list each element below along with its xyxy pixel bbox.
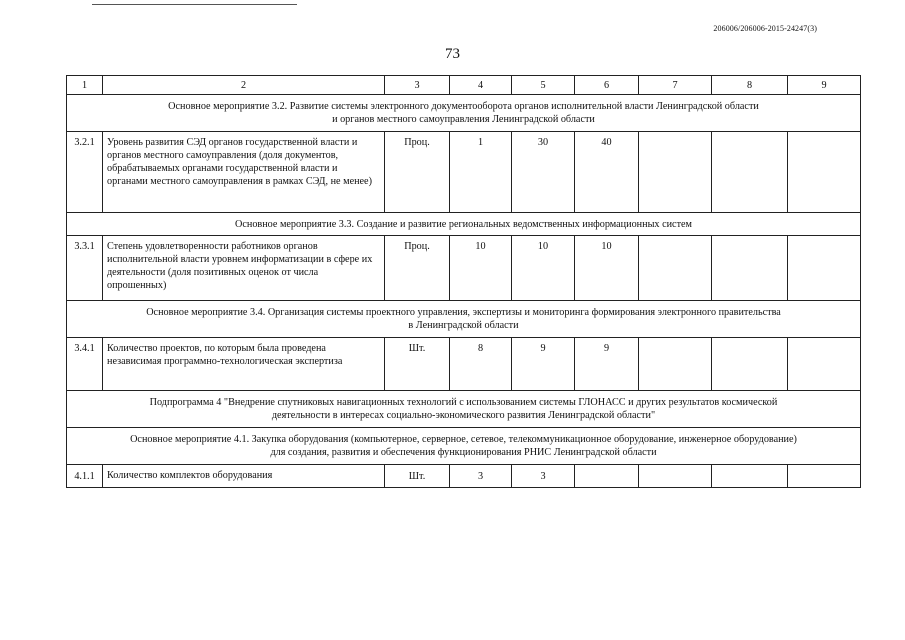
section-title: Основное мероприятие 3.4. Организация системы проектного управления, экспертизы и мониторинга формирования электронного правительства в Ленинградской области: [67, 301, 861, 338]
value-col-4: 1: [450, 132, 512, 213]
value-col-4: 3: [450, 465, 512, 488]
value-col-5: 3: [512, 465, 575, 488]
value-col-9: [788, 132, 861, 213]
col-number-6: 6: [575, 76, 639, 95]
indicator-description: Количество комплектов оборудования: [103, 465, 385, 488]
indicator-unit: Шт.: [385, 338, 450, 391]
value-col-7: [639, 236, 712, 301]
value-col-9: [788, 338, 861, 391]
value-col-5: 30: [512, 132, 575, 213]
indicator-description: Степень удовлетворенности работников органов исполнительной власти уровнем информатизации в сфере их деятельности (доля позитивных оценок от числа опрошенных): [103, 236, 385, 301]
section-row: [67, 95, 861, 132]
col-number-2: 2: [103, 76, 385, 95]
section-row: [67, 301, 861, 338]
value-col-4: 10: [450, 236, 512, 301]
col-number-5: 5: [512, 76, 575, 95]
indicator-description: Количество проектов, по которым была проведена независимая программно-технологическая экспертиза: [103, 338, 385, 391]
section-title: Основное мероприятие 4.1. Закупка оборудования (компьютерное, серверное, сетевое, телекоммуникационное оборудование, инженерное оборудование) для создания, развития и обеспечения функционирования РНИС Ленинградской области: [67, 428, 861, 465]
col-number-7: 7: [639, 76, 712, 95]
indicator-unit: Шт.: [385, 465, 450, 488]
indicator-number: 3.3.1: [67, 236, 103, 301]
value-col-5: 9: [512, 338, 575, 391]
indicators-table: [66, 75, 861, 488]
value-col-6: 10: [575, 236, 639, 301]
indicator-number: 3.2.1: [67, 132, 103, 213]
document-id: 206006/206006-2015-24247(3): [713, 24, 817, 33]
value-col-9: [788, 236, 861, 301]
section-title: Основное мероприятие 3.3. Создание и развитие региональных ведомственных информационных систем: [67, 213, 861, 236]
indicator-unit: Проц.: [385, 236, 450, 301]
section-title: Подпрограмма 4 "Внедрение спутниковых навигационных технологий с использованием системы ГЛОНАСС и других результатов космической деятельности в интересах социально-экономического развития Ленинградской области": [67, 391, 861, 428]
value-col-7: [639, 338, 712, 391]
indicator-unit: Проц.: [385, 132, 450, 213]
col-number-3: 3: [385, 76, 450, 95]
indicator-number: 3.4.1: [67, 338, 103, 391]
value-col-4: 8: [450, 338, 512, 391]
value-col-8: [712, 236, 788, 301]
value-col-7: [639, 465, 712, 488]
value-col-8: [712, 465, 788, 488]
col-number-1: 1: [67, 76, 103, 95]
value-col-8: [712, 132, 788, 213]
col-number-4: 4: [450, 76, 512, 95]
top-rule: [92, 4, 297, 5]
col-number-8: 8: [712, 76, 788, 95]
page-number: 73: [445, 46, 460, 62]
table-row: [67, 465, 861, 488]
table-row: [67, 236, 861, 301]
value-col-6: [575, 465, 639, 488]
value-col-5: 10: [512, 236, 575, 301]
section-row: [67, 428, 861, 465]
table-row: [67, 132, 861, 213]
value-col-8: [712, 338, 788, 391]
table-row: [67, 338, 861, 391]
value-col-9: [788, 465, 861, 488]
value-col-6: 40: [575, 132, 639, 213]
section-title: Основное мероприятие 3.2. Развитие системы электронного документооборота органов исполнительной власти Ленинградской области и органов местного самоуправления Ленинградской области: [67, 95, 861, 132]
col-number-9: 9: [788, 76, 861, 95]
value-col-6: 9: [575, 338, 639, 391]
value-col-7: [639, 132, 712, 213]
section-row: [67, 391, 861, 428]
indicator-description: Уровень развития СЭД органов государственной власти и органов местного самоуправления (доля документов, обрабатываемых органами государственной власти и органами местного самоуправления в рамках СЭД, не менее): [103, 132, 385, 213]
section-row: [67, 213, 861, 236]
indicator-number: 4.1.1: [67, 465, 103, 488]
column-number-row: [67, 76, 861, 95]
